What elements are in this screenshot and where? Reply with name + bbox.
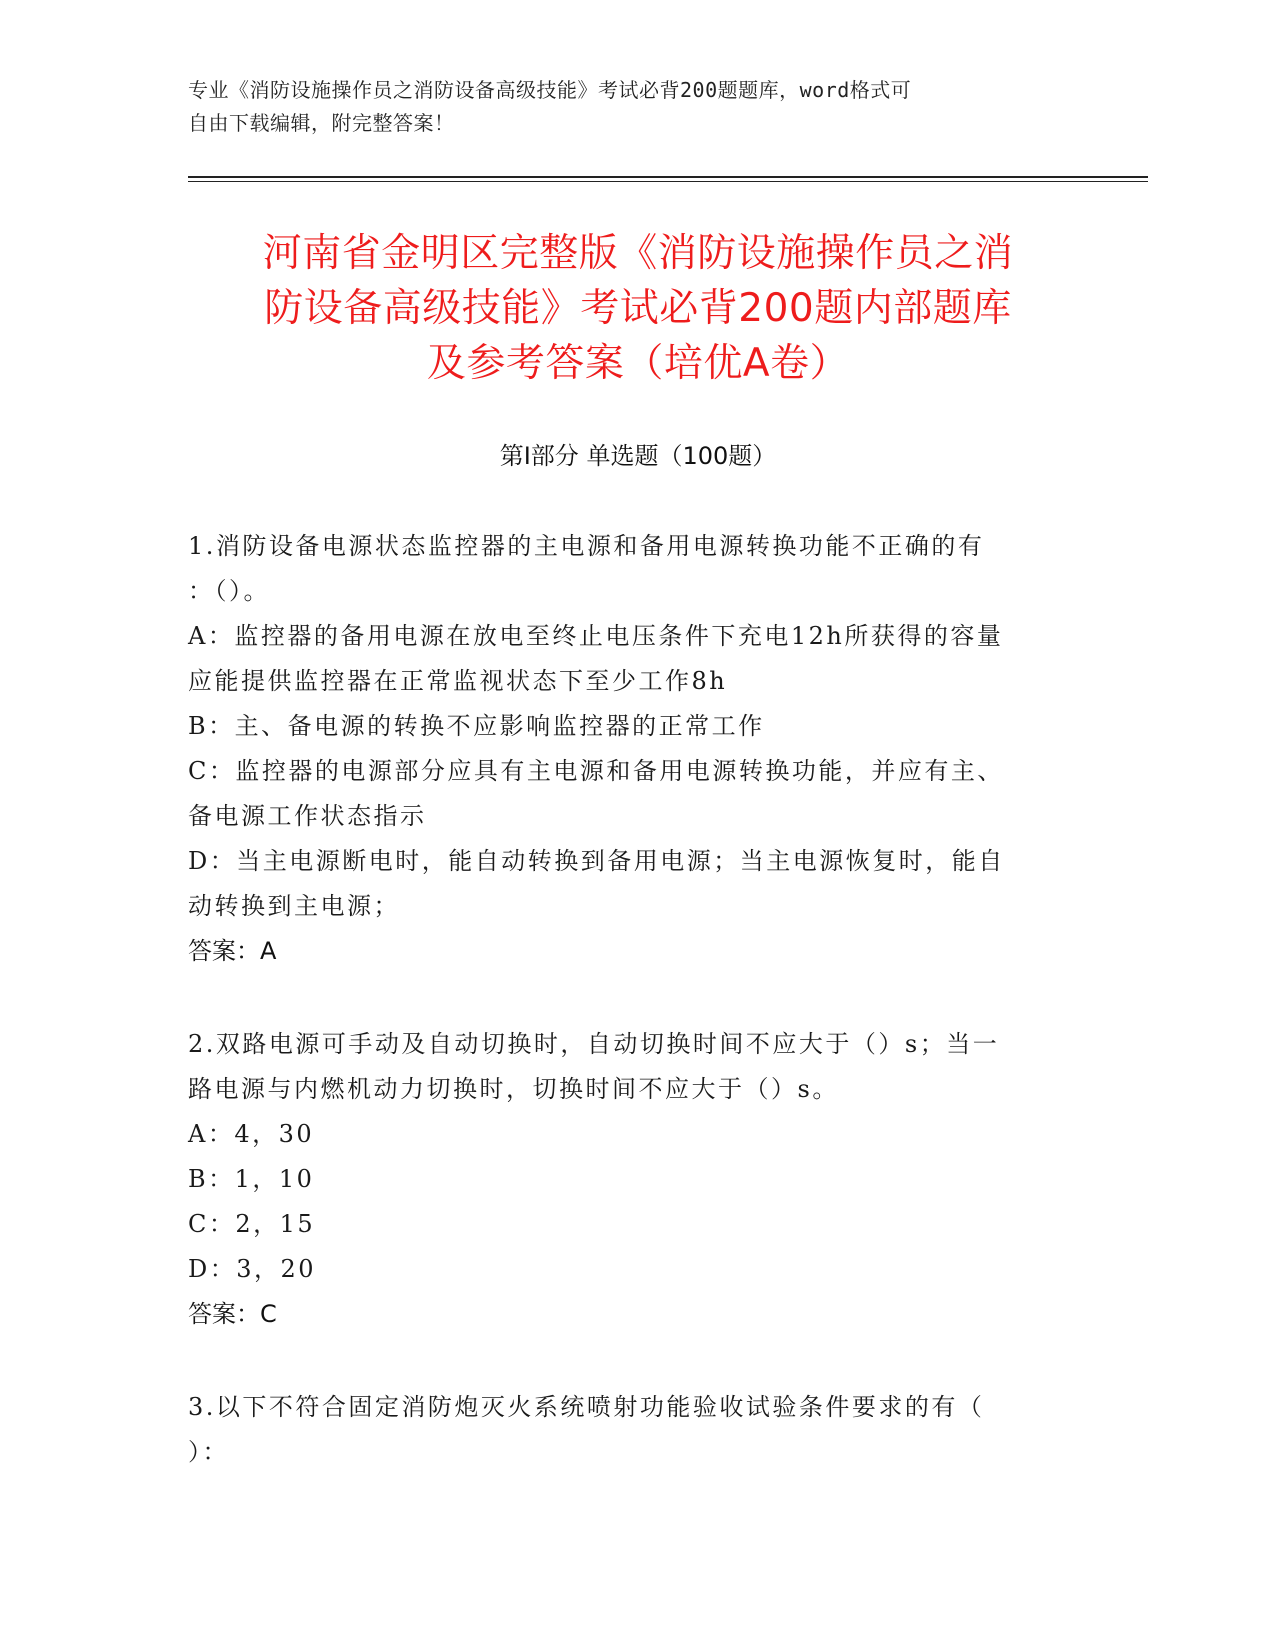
question-stem-line: ）： (188, 1438, 229, 1466)
option-line: C：2，15 (188, 1210, 316, 1238)
question-stem-line: 2.双路电源可手动及自动切换时，自动切换时间不应大于（）s；当一 (188, 1030, 1000, 1058)
header-rule-thick (188, 176, 1148, 178)
option-line: A：4，30 (188, 1120, 315, 1148)
document-title (188, 226, 1088, 391)
option-line: 动转换到主电源； (188, 892, 400, 920)
question-1 (188, 524, 1068, 974)
document-title-line-2: 防设备高级技能》考试必背200题内部题库 (264, 286, 1012, 331)
header-rule-thin (188, 181, 1148, 182)
option-line: D：3，20 (188, 1255, 317, 1283)
option-line: 应能提供监控器在正常监视状态下至少工作8h (188, 667, 728, 695)
question-stem-line: 1.消防设备电源状态监控器的主电源和备用电源转换功能不正确的有 (188, 532, 985, 560)
header-note-line-1: 专业《消防设施操作员之消防设备高级技能》考试必背200题题库，word格式可 (188, 78, 912, 102)
answer-label: 答案：A (188, 937, 277, 965)
document-title-line-3: 及参考答案（培优A卷） (426, 341, 850, 386)
question-2 (188, 1022, 1068, 1337)
option-line: B：1，10 (188, 1165, 315, 1193)
answer-label: 答案：C (188, 1300, 277, 1328)
question-stem-line: 路电源与内燃机动力切换时，切换时间不应大于（）s。 (188, 1075, 839, 1103)
option-line: C：监控器的电源部分应具有主电源和备用电源转换功能，并应有主、 (188, 757, 1004, 785)
option-line: A：监控器的备用电源在放电至终止电压条件下充电12h所获得的容量 (188, 622, 1004, 650)
document-title-line-1: 河南省金明区完整版《消防设施操作员之消 (262, 231, 1014, 276)
question-list (188, 524, 1068, 1523)
section-title: 第I部分 单选题（100题） (499, 442, 777, 470)
option-line: D：当主电源断电时，能自动转换到备用电源；当主电源恢复时，能自 (188, 847, 1005, 875)
question-stem-line: ：（）。 (188, 577, 270, 605)
question-3 (188, 1385, 1068, 1475)
header-note (188, 74, 1068, 140)
option-line: 备电源工作状态指示 (188, 802, 427, 830)
question-stem-line: 3.以下不符合固定消防炮灭火系统喷射功能验收试验条件要求的有（ (188, 1393, 985, 1421)
header-note-line-2: 自由下载编辑，附完整答案！ (188, 111, 455, 135)
option-line: B：主、备电源的转换不应影响监控器的正常工作 (188, 712, 765, 740)
